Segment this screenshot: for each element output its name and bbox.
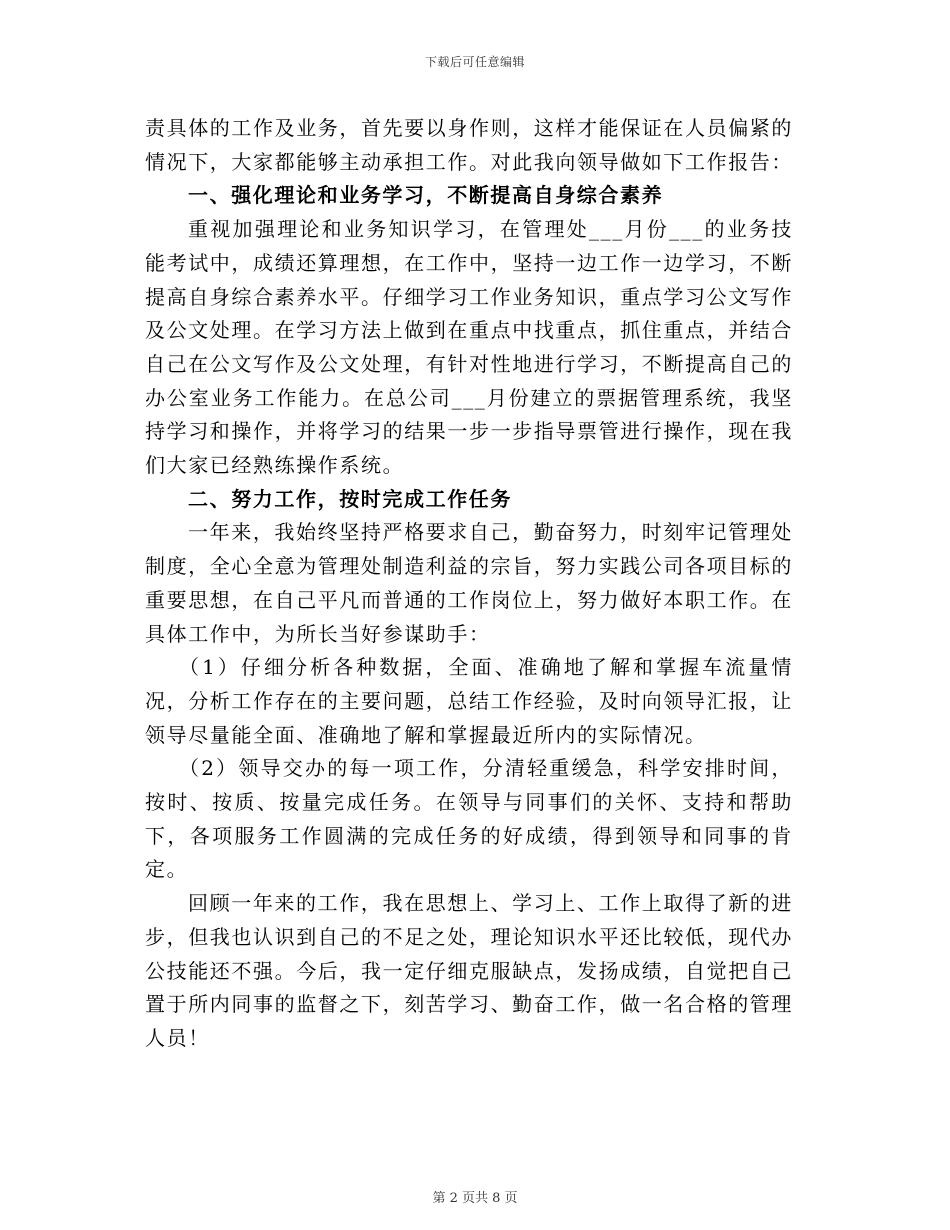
page-number: 第 2 页共 8 页 [432, 1191, 518, 1206]
section-1-paragraph: 重视加强理论和业务知识学习，在管理处___月份___的业务技能考试中，成绩还算理想，在工作中，坚持一边工作一边学习，不断提高自身综合素养水平。仔细学习工作业务知识，重点学习公文写作及公文处理。在学习方法上做到在重点中找重点，抓住重点，并结合自己在公文写作及公文处理，有针对性地进行学习，不断提高自己的办公室业务工作能力。在总公司___月份建立的票据管理系统，我坚持学习和操作，并将学习的结果一步一步指导票管进行操作，现在我们大家已经熟练操作系统。 [145, 217, 793, 478]
page-header-note: 下载后可任意编辑 [424, 55, 525, 69]
intro-paragraph: 责具体的工作及业务，首先要以身作则，这样才能保证在人员偏紧的情况下，大家都能够主动承担工作。对此我向领导做如下工作报告： [145, 116, 793, 174]
section-1-heading: 一、强化理论和业务学习，不断提高自身综合素养 [188, 183, 664, 208]
list-item-2: （2）领导交办的每一项工作，分清轻重缓急，科学安排时间，按时、按质、按量完成任务。在领导与同事们的关怀、支持和帮助下，各项服务工作圆满的完成任务的好成绩，得到领导和同事的肯定。 [145, 756, 793, 882]
conclusion-paragraph: 回顾一年来的工作，我在思想上、学习上、工作上取得了新的进步，但我也认识到自己的不足之处，理论知识水平还比较低，现代办公技能还不强。今后，我一定仔细克服缺点，发扬成绩，自觉把自己置于所内同事的监督之下，刻苦学习、勤奋工作，做一名合格的管理人员！ [145, 891, 793, 1050]
list-item-1: （1）仔细分析各种数据，全面、准确地了解和掌握车流量情况，分析工作存在的主要问题，总结工作经验，及时向领导汇报，让领导尽量能全面、准确地了解和掌握最近所内的实际情况。 [145, 655, 793, 747]
section-2-paragraph: 一年来，我始终坚持严格要求自己，勤奋努力，时刻牢记管理处制度，全心全意为管理处制造利益的宗旨，努力实践公司各项目标的重要思想，在自己平凡而普通的工作岗位上，努力做好本职工作。在具体工作中，为所长当好参谋助手： [145, 520, 793, 646]
section-2-heading: 二、努力工作，按时完成工作任务 [188, 486, 512, 511]
document-body [145, 112, 793, 1056]
